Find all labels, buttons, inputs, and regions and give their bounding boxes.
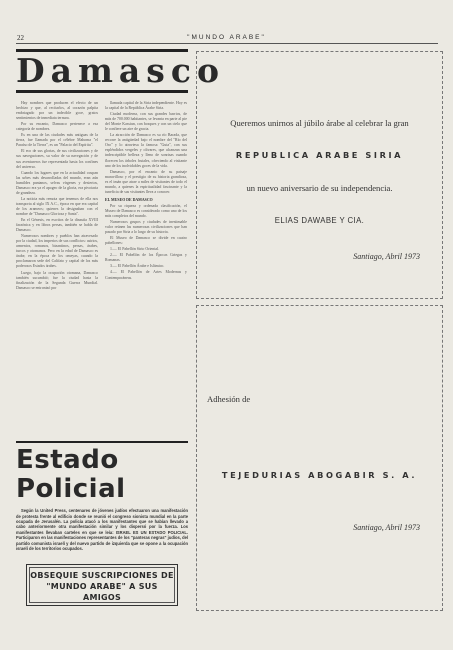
article-column-1: [16, 101, 98, 292]
ad2-adhesion: Adhesión de: [207, 394, 251, 404]
ad1-date: Santiago, Abril 1973: [353, 252, 420, 261]
ad2-company: TEJEDURIAS ABOGABIR S. A.: [221, 470, 418, 480]
article-paragraph: En el Génesis, en escritos de la dinastía XVIII faraónica y en libros persas, también se habla de Damasco.: [16, 218, 98, 233]
museum-list-item: 3.— El Pabellón Árabe e Islámico.: [110, 264, 165, 269]
museum-list-item: 1.— El Pabellón Sirio Oriental.: [110, 247, 160, 252]
article-paragraph: El Museo de Damasco se divide en cuatro pabellones:: [105, 236, 187, 246]
article-paragraph: La atracción de Damasco es su río Barada, que recorre la antigüedad bajo el nombre del "Río del Oro" y lo atraviesa la famosa "Guta", con sus espléndidos vergeles y olivares, que alcanzan una indescriptible belleza y lleno de sonrisas cuando florecen los árboles frutales, ofreciendo al visitante uno de los inolvidables goces de la vida.: [105, 133, 187, 168]
article-columns: [16, 101, 188, 292]
ad2-date: Santiago, Abril 1973: [353, 523, 420, 532]
article-paragraph: llamada capital de la Siria independiente. Hoy es la capital de la República Árabe Siria.: [105, 101, 187, 111]
article-paragraph: Numerosos grupos y ciudades de inestimable valor reúnen las numerosas civilizaciones que han pasado por Siria a lo largo de su historia.: [105, 220, 187, 235]
article-paragraph: El eco de sus glorias, de sus civilizaciones y de sus navegaciones, su valor de su navegación y de sus aventureros fue representada hasta los confines del universo.: [16, 149, 98, 169]
museum-subheading: EL MUSEO DE DAMASCO: [105, 197, 153, 202]
ad1-company: ELIAS DAWABE Y CIA.: [274, 216, 365, 225]
article-paragraph: Ciudad moderna, con sus grandes barrios, de más de 700.000 habitantes, se levanta en parte al pie del Monte Kassiun, con bosques y con un cielo que le confiere un aire de gracia.: [105, 112, 187, 132]
ad1-intro: Queremos unirnos al júbilo árabe al celebrar la gran: [230, 118, 409, 128]
article-paragraph: Por su encanto, Damasco pertenece a esa categoría de nombres.: [16, 122, 98, 132]
article-paragraph: Luego, bajo la ocupación otomana, Damasco también sucumbió; fue la ciudad hasta la finalización de la Segunda Guerra Mundial. Damasco se entronizó por: [16, 270, 98, 290]
estado-body: [16, 508, 188, 551]
ad-tejedurias: [196, 305, 443, 611]
article-paragraph: La noticia más remota que tenemos de ella nos transporta al siglo IX A.C., época en que era capital de los arameos; quienes la designaban con el nombre de "Damasco Gloriosa y Santa".: [16, 196, 98, 216]
ad-syria-congratulations: [196, 51, 443, 299]
article-paragraph: Numerosos nombres y pueblos han atravesado por la ciudad, los imperios de sus conflictos: asirios, armenios, romanos, bizantinos, persas, árabes, turcos y otomanos. Pero en la edad de Damasco es árabe, en la época de los omeyas, cuando la proclamaron sede del Califato y capital de los más poderosos Estados árabes.: [16, 234, 98, 269]
article-damasco: [16, 49, 225, 292]
article-paragraph: Cuando los lugares que en la actualidad ocupan las urbes más desarrolladas del mundo, eran aún humildes pantanos, selvas vírgenes y desiertos, Damasco era ya el apogeo de la gloria, era pivotaria de grandeza.: [16, 170, 98, 195]
subscription-box: [26, 564, 178, 606]
article-column-2: [105, 101, 187, 292]
ad1-anniversary: un nuevo aniversario de su independencia.: [246, 183, 393, 193]
estado-paragraph: Según la United Press, centenares de jóvenes judíos efectuaron una manifestación de protesta frente al edificio donde se reunió el congreso sionista mundial en la parte ocupada de Jerusalén. La policía atacó a los manifestantes que se habían llevado a cabo anteriormente otra manifestación similar y los dispersó por la fuerza. Los manifestantes llevaban carteles en que se leía: ISRAEL ES UN ESTADO POLICIAL. Participaron en las manifestaciones representantes de los "panteras negras" judíos, del partido comunista israelí y del nuevo partido de izquierda que se opone a la ocupación israelí de los territorios ocupados.: [16, 508, 188, 552]
subscription-line-2: "MUNDO ARABE" A SUS AMIGOS: [46, 582, 158, 602]
header-rule: [16, 43, 438, 44]
article-title: Damasco: [16, 49, 188, 93]
ad1-country: REPUBLICA ARABE SIRIA: [235, 150, 404, 160]
article-paragraph: Damasco, por el encanto de su paisaje maravilloso y el prestigio de su historia grandiosa, es el imán que atrae a miles de visitantes de todo el mundo, a quienes la espiritualidad fascinante y la tuneficia de sus visitantes lleva a conocer.: [105, 169, 187, 194]
page-number: 22: [17, 34, 24, 42]
running-title: "MUNDO ARABE": [187, 34, 266, 41]
museum-list-item: 4.— El Pabellón de Artes Modernas y Contemporáneas.: [105, 270, 187, 280]
museum-list-item: 2.— El Pabellón de los Épocas Griegas y Romanas.: [105, 253, 187, 263]
article-paragraph: Hay nombres que producen el efecto de un hechizo y que, al recitarlos, al corazón palpita embriagado por un indecible goce, gratos sentimientos de inmediata ternura.: [16, 101, 98, 121]
article-paragraph: Por su riqueza y ordenada clasificación, el Museo de Damasco es considerado como uno de los más completos del mundo.: [105, 203, 187, 218]
article-paragraph: Es en una de las ciudades más antiguas de la tierra, fue llamada por el célebre Mahoma "el Paraíso de la Tierra", es un "Palacio del Espíritu".: [16, 133, 98, 148]
article-estado-policial: [16, 441, 188, 551]
estado-title: Estado Policial: [16, 441, 188, 503]
subscription-line-1: OBSEQUIE SUSCRIPCIONES DE: [30, 571, 174, 580]
